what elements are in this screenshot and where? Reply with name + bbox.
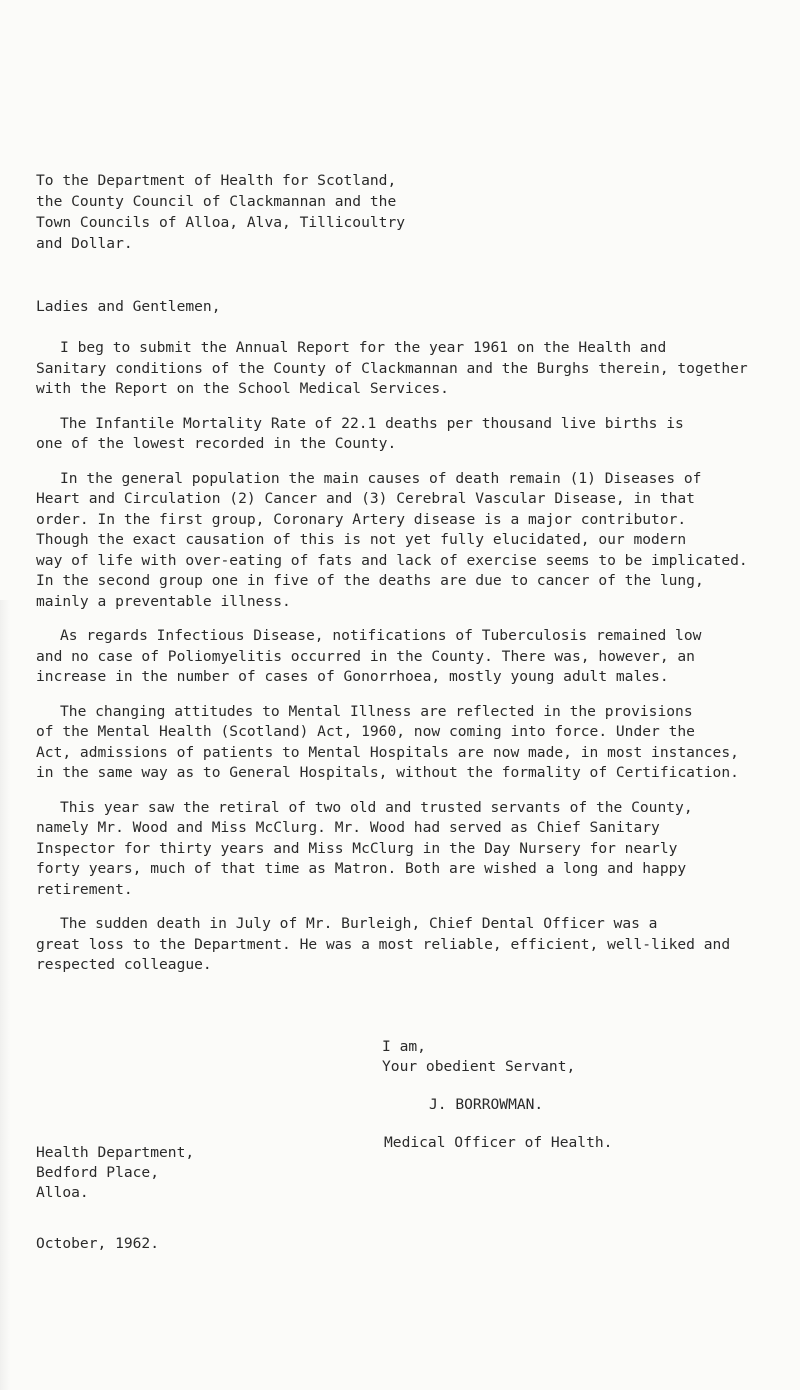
addressee-line: Town Councils of Alloa, Alva, Tillicoultry — [36, 214, 406, 231]
text-line: In the general population the main causes of death remain (1) Diseases of — [60, 469, 702, 487]
paragraph-retirements — [36, 798, 776, 901]
letter-date: October, 1962. — [36, 1235, 160, 1252]
sender-address — [36, 1143, 194, 1203]
page-edge-shadow — [0, 600, 10, 1390]
addressee-line: and Dollar. — [36, 235, 133, 252]
text-line: with the Report on the School Medical Services. — [36, 380, 449, 397]
signatory-title: Medical Officer of Health. — [384, 1134, 613, 1151]
letter-body — [36, 338, 776, 990]
text-line: one of the lowest recorded in the County. — [36, 435, 397, 452]
text-line: As regards Infectious Disease, notifications of Tuberculosis remained low — [60, 627, 702, 644]
paragraph-obituary — [36, 914, 776, 976]
closing-line: Your obedient Servant, — [382, 1058, 576, 1075]
addressee-line: To the Department of Health for Scotland, — [36, 172, 397, 189]
text-line: Sanitary conditions of the County of Clackmannan and the Burghs therein, together — [36, 359, 748, 377]
text-line: retirement. — [36, 880, 133, 898]
paragraph-mental-illness — [36, 702, 776, 784]
text-line: in the same way as to General Hospitals, without the formality of Certification. — [36, 764, 739, 781]
text-line: Though the exact causation of this is not yet fully elucidated, our modern — [36, 531, 687, 548]
salutation: Ladies and Gentlemen, — [36, 298, 221, 315]
text-line: Heart and Circulation (2) Cancer and (3) Cerebral Vascular Disease, in that — [36, 490, 695, 507]
text-line: Inspector for thirty years and Miss McClurg in the Day Nursery for nearly — [36, 839, 678, 857]
signature: J. BORROWMAN. — [429, 1096, 544, 1113]
address-line: Alloa. — [36, 1184, 89, 1201]
text-line: great loss to the Department. He was a most reliable, efficient, well-liked and — [36, 935, 731, 953]
text-line: The Infantile Mortality Rate of 22.1 deaths per thousand live births is — [60, 414, 684, 432]
text-line: of the Mental Health (Scotland) Act, 1960, now coming into force. Under the — [36, 723, 695, 740]
closing-line: I am, — [382, 1038, 426, 1055]
paragraph-infectious-disease — [36, 626, 776, 688]
text-line: The changing attitudes to Mental Illness are reflected in the provisions — [60, 702, 693, 720]
text-line: I beg to submit the Annual Report for the year 1961 on the Health and — [60, 339, 667, 356]
paragraph-annual-report — [36, 338, 776, 400]
text-line: namely Mr. Wood and Miss McClurg. Mr. Wood had served as Chief Sanitary — [36, 819, 660, 836]
text-line: Act, admissions of patients to Mental Hospitals are now made, in most instances, — [36, 743, 739, 761]
text-line: This year saw the retiral of two old and trusted servants of the County, — [60, 798, 693, 816]
addressee-line: the County Council of Clackmannan and the — [36, 193, 397, 210]
text-line: increase in the number of cases of Gonorrhoea, mostly young adult males. — [36, 668, 669, 685]
text-line: way of life with over-eating of fats and lack of exercise seems to be implicated. — [36, 551, 748, 569]
addressee-block — [36, 170, 516, 254]
paragraph-causes-of-death — [36, 469, 776, 613]
text-line: In the second group one in five of the deaths are due to cancer of the lung, — [36, 572, 704, 589]
text-line: mainly a preventable illness. — [36, 592, 291, 610]
closing-block — [382, 1037, 612, 1153]
address-line: Bedford Place, — [36, 1164, 160, 1181]
text-line: and no case of Poliomyelitis occurred in the County. There was, however, an — [36, 647, 695, 665]
text-line: The sudden death in July of Mr. Burleigh, Chief Dental Officer was a — [60, 915, 658, 932]
paragraph-infant-mortality — [36, 414, 776, 455]
address-line: Health Department, — [36, 1144, 195, 1161]
text-line: order. In the first group, Coronary Artery disease is a major contributor. — [36, 510, 687, 528]
text-line: respected colleague. — [36, 956, 212, 973]
text-line: forty years, much of that time as Matron. Both are wished a long and happy — [36, 860, 687, 877]
